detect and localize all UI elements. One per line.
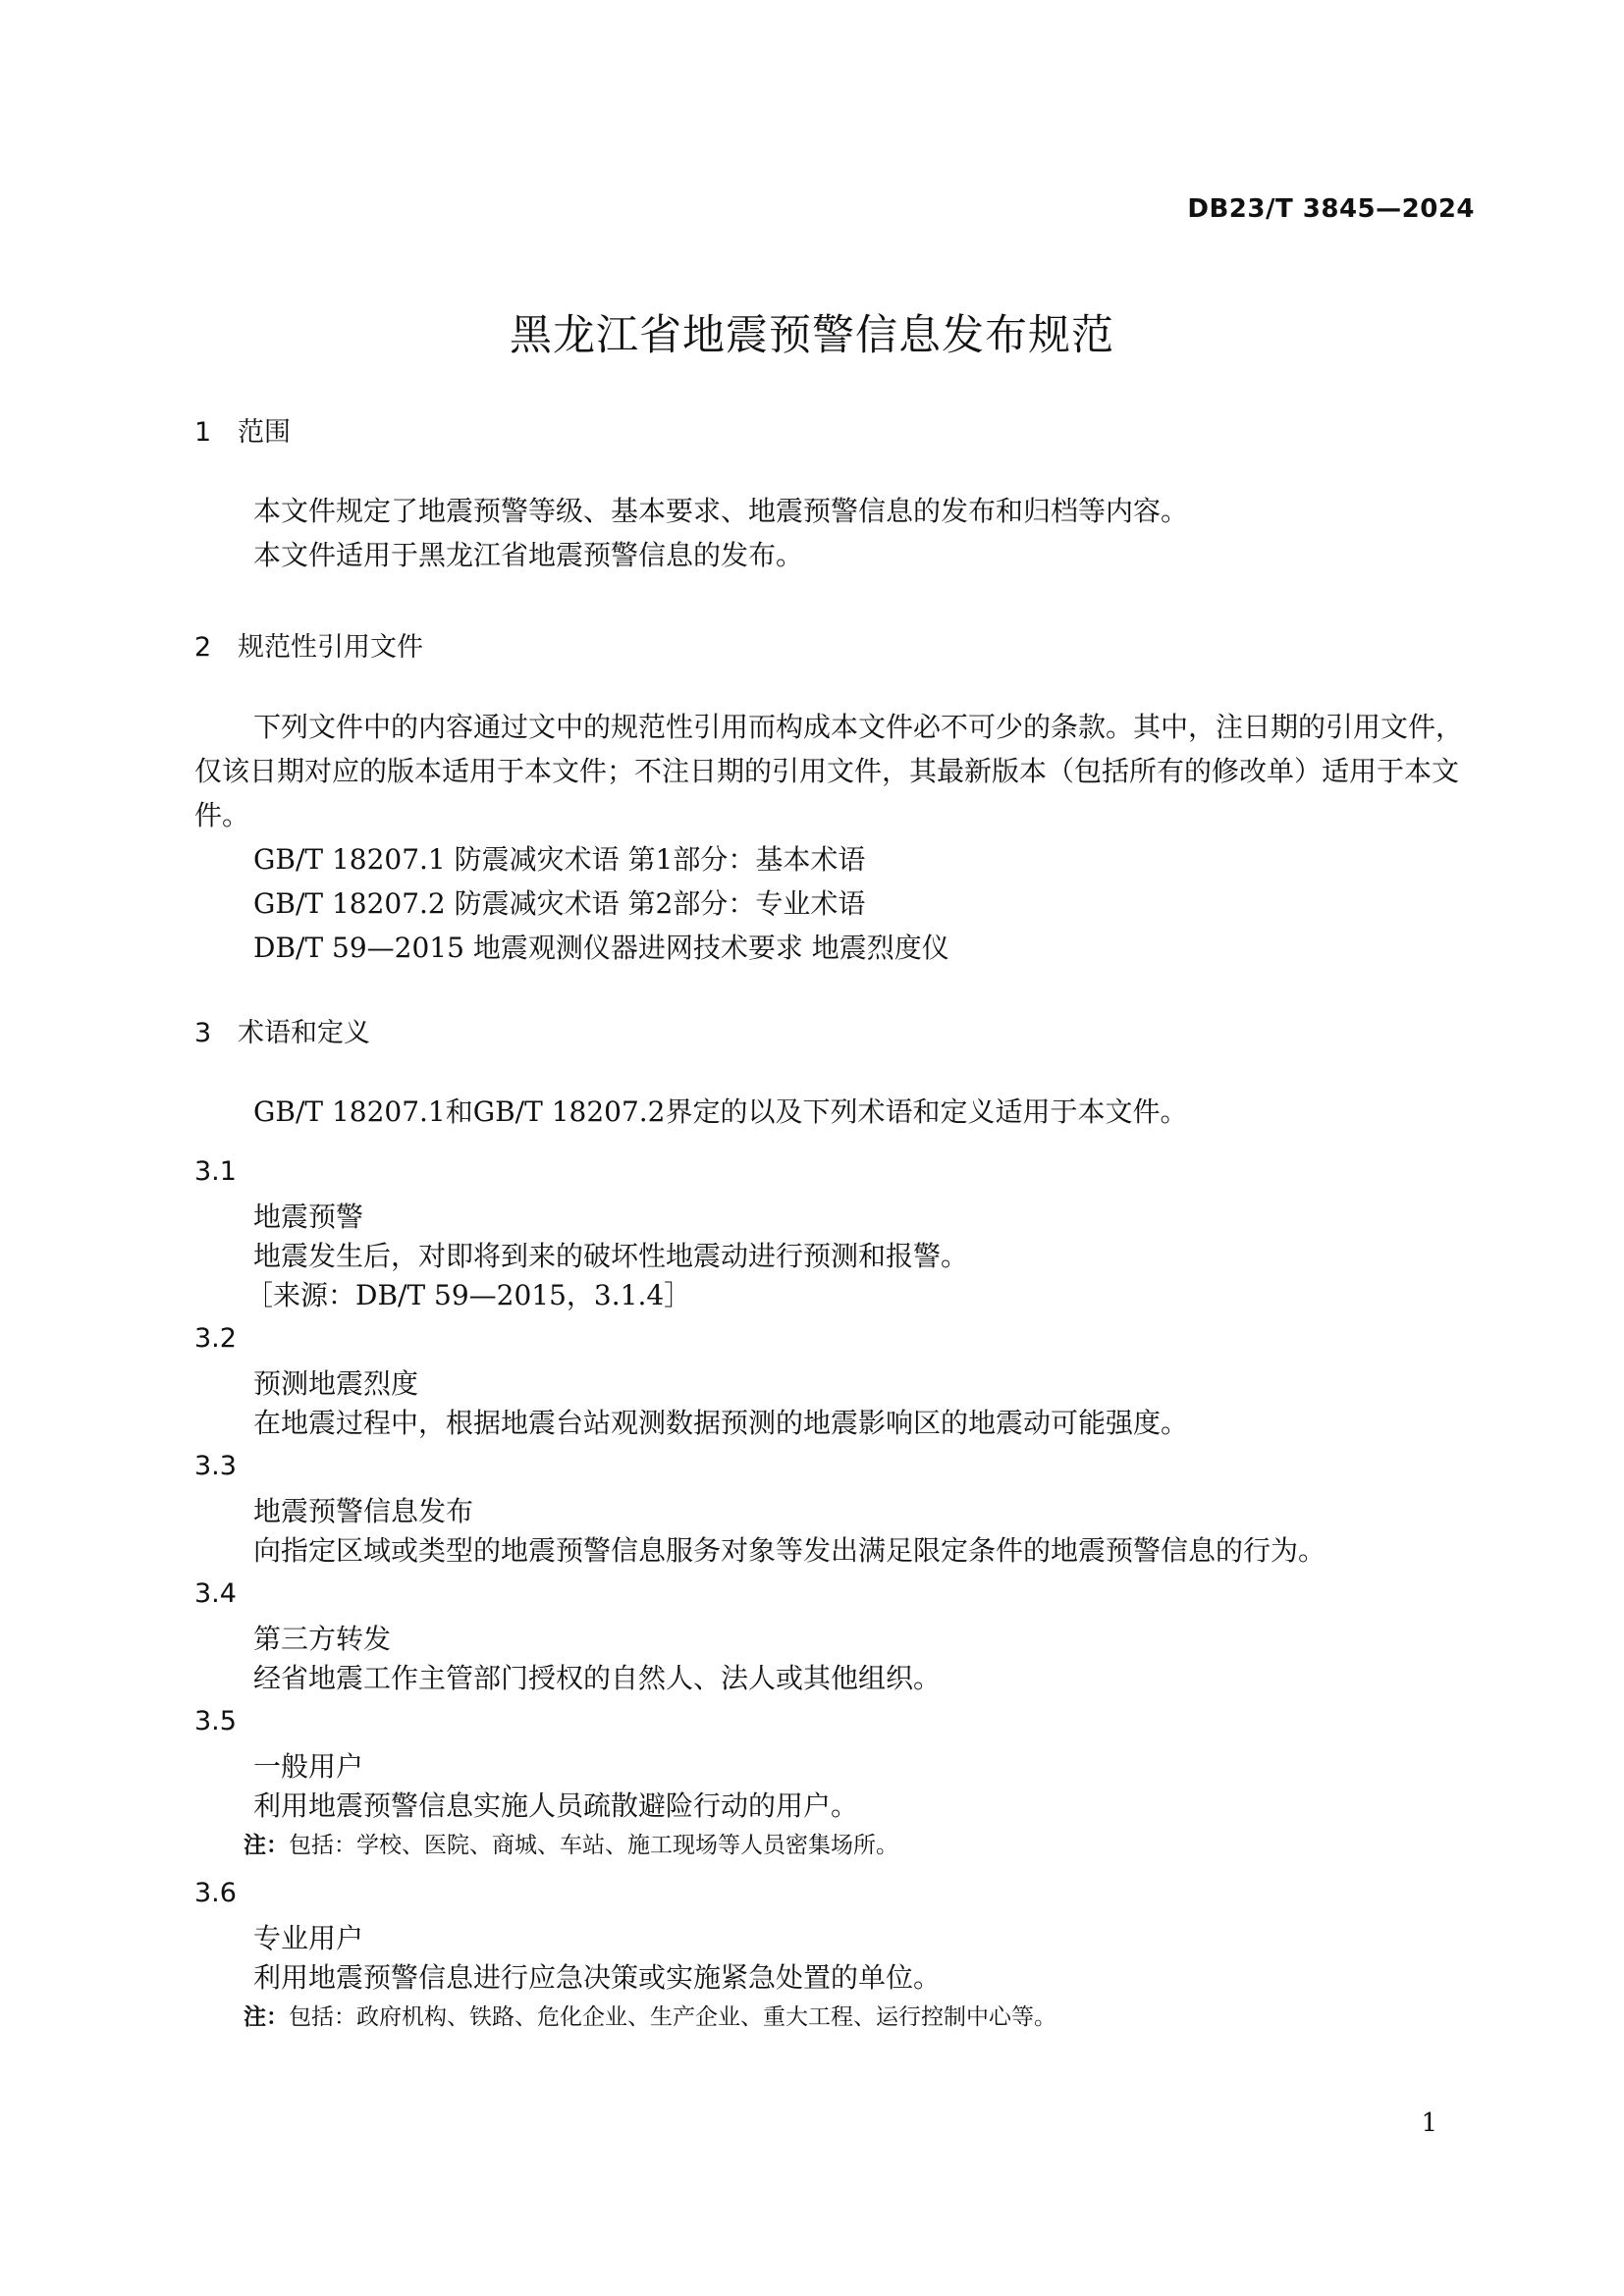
term-note [194, 1998, 1477, 2037]
section-3-heading [194, 1011, 1477, 1049]
term-number: 3.3 [194, 1451, 237, 1481]
term-name: 地震预警信息发布 [253, 1495, 474, 1527]
reference-item: GB/T 18207.2 防震减灾术语 第2部分：专业术语 [253, 887, 866, 920]
term-definition: 地震发生后，对即将到来的破坏性地震动进行预测和报警。 [253, 1240, 969, 1272]
section-2-body [194, 705, 1477, 970]
term-name: 地震预警 [253, 1201, 364, 1233]
term-number: 3.1 [194, 1156, 237, 1187]
section-title: 术语和定义 [238, 1018, 370, 1048]
term-number: 3.6 [194, 1878, 237, 1908]
term-note [194, 1826, 1477, 1865]
term-definition: 在地震过程中，根据地震台站观测数据预测的地震影响区的地震动可能强度。 [253, 1407, 1189, 1439]
term-definition: 利用地震预警信息实施人员疏散避险行动的用户。 [253, 1789, 859, 1822]
term-3-4 [194, 1579, 1477, 1698]
section-number: 3 [194, 1018, 212, 1048]
reference-item: DB/T 59—2015 地震观测仪器进网技术要求 地震烈度仪 [253, 932, 949, 964]
section-2-heading [194, 625, 1477, 664]
standard-code: DB23/T 3845—2024 [1187, 194, 1475, 224]
section-1-body [194, 489, 1477, 577]
document-title: 黑龙江省地震预警信息发布规范 [510, 311, 1114, 360]
term-3-1 [194, 1157, 1477, 1315]
paragraph: 下列文件中的内容通过文中的规范性引用而构成本文件必不可少的条款。其中，注日期的引用文件，仅该日期对应的版本适用于本文件；不注日期的引用文件，其最新版本（包括所有的修改单）适用于本文件。 [194, 711, 1464, 831]
term-number: 3.5 [194, 1706, 237, 1736]
term-3-5 [194, 1707, 1477, 1865]
section-title: 范围 [238, 417, 291, 448]
section-3-intro [194, 1090, 1477, 1134]
term-number: 3.4 [194, 1578, 237, 1609]
term-definition: 利用地震预警信息进行应急决策或实施紧急处置的单位。 [253, 1961, 942, 1994]
term-3-3 [194, 1452, 1477, 1571]
term-number: 3.2 [194, 1323, 237, 1354]
term-definition: 向指定区域或类型的地震预警信息服务对象等发出满足限定条件的地震预警信息的行为。 [253, 1534, 1326, 1567]
term-definition: 经省地震工作主管部门授权的自然人、法人或其他组织。 [253, 1662, 942, 1694]
term-name: 第三方转发 [253, 1623, 392, 1655]
note-label: 注： [244, 1833, 289, 1858]
term-source: ［来源：DB/T 59—2015，3.1.4］ [245, 1279, 692, 1311]
note-text: 包括：学校、医院、商城、车站、施工现场等人员密集场所。 [289, 1833, 898, 1858]
paragraph: 本文件规定了地震预警等级、基本要求、地震预警信息的发布和归档等内容。 [253, 495, 1189, 527]
paragraph: GB/T 18207.1和GB/T 18207.2界定的以及下列术语和定义适用于本文件。 [253, 1095, 1188, 1128]
term-3-6 [194, 1879, 1477, 2037]
term-name: 预测地震烈度 [253, 1367, 419, 1400]
reference-item: GB/T 18207.1 防震减灾术语 第1部分：基本术语 [253, 843, 866, 876]
term-name: 专业用户 [253, 1922, 364, 1954]
paragraph: 本文件适用于黑龙江省地震预警信息的发布。 [253, 539, 804, 571]
term-3-2 [194, 1324, 1477, 1443]
section-title: 规范性引用文件 [238, 632, 423, 663]
section-number: 2 [194, 632, 212, 663]
section-number: 1 [194, 417, 212, 448]
page-number: 1 [1421, 2109, 1437, 2138]
term-name: 一般用户 [253, 1750, 364, 1783]
note-text: 包括：政府机构、铁路、危化企业、生产企业、重大工程、运行控制中心等。 [289, 2004, 1056, 2030]
note-label: 注： [244, 2004, 289, 2030]
section-1-heading [194, 410, 1477, 449]
